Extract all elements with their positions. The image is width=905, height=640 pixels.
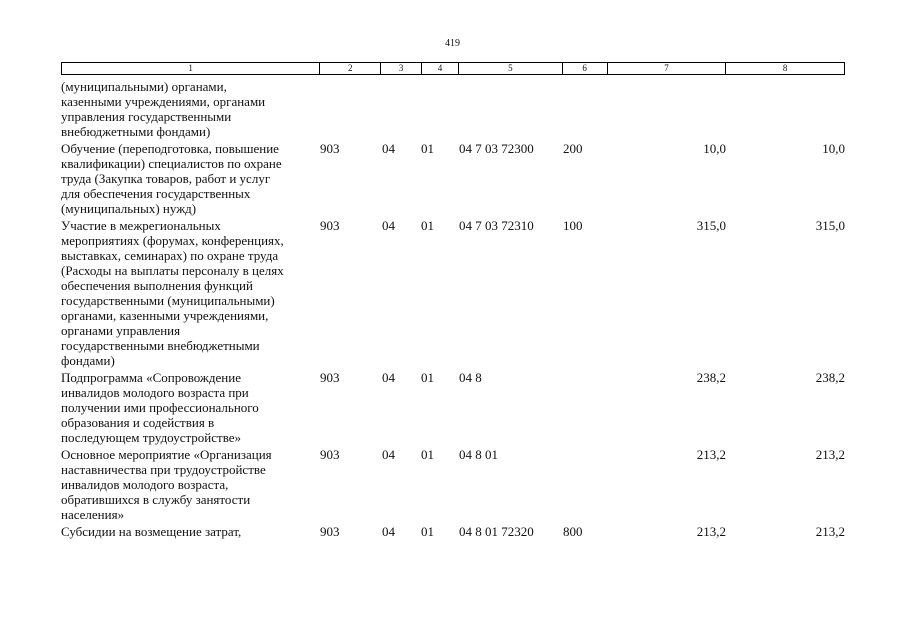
table-row	[61, 524, 845, 539]
page-number: 419	[445, 38, 460, 49]
header-col-3: 3	[381, 63, 422, 74]
row-description: Основное мероприятие «Организация наставничества при трудоустройстве инвалидов молодого возраста, обратившихся в службу занятости населения»	[61, 447, 272, 522]
row-expense-type: 800	[563, 524, 583, 539]
row-expense-type: 200	[563, 141, 583, 156]
row-amount-2: 238,2	[815, 370, 845, 385]
table-row	[61, 218, 845, 368]
row-amount-1: 315,0	[696, 218, 726, 233]
row-ministry-code: 903	[320, 218, 340, 233]
row-section: 04	[382, 141, 395, 156]
row-target-article: 04 8 01 72320	[459, 524, 534, 539]
row-amount-2: 10,0	[822, 141, 845, 156]
row-section: 04	[382, 447, 395, 462]
row-subsection: 01	[421, 370, 434, 385]
row-target-article: 04 8 01	[459, 447, 498, 462]
row-amount-1: 238,2	[696, 370, 726, 385]
table-header	[61, 62, 845, 75]
row-amount-2: 315,0	[815, 218, 845, 233]
row-description: Участие в межрегиональных мероприятиях (форумах, конференциях, выставках, семинарах) по охране труда (Расходы на выплаты персоналу в целях обеспечения выполнения функций государственными (муниципальными) органами, казенными учреждениями, органами управления государственными внебюджетными фондами)	[61, 218, 284, 368]
row-amount-2: 213,2	[815, 524, 845, 539]
row-amount-1: 213,2	[696, 447, 726, 462]
row-ministry-code: 903	[320, 370, 340, 385]
row-amount-1: 10,0	[703, 141, 726, 156]
header-col-5: 5	[459, 63, 563, 74]
row-description: Субсидии на возмещение затрат,	[61, 524, 242, 539]
row-target-article: 04 7 03 72310	[459, 218, 534, 233]
row-ministry-code: 903	[320, 141, 340, 156]
row-target-article: 04 7 03 72300	[459, 141, 534, 156]
table-row	[61, 79, 845, 139]
row-description: Обучение (переподготовка, повышение квалификации) специалистов по охране труда (Закупка товаров, работ и услуг для обеспечения государственных (муниципальных) нужд)	[61, 141, 282, 216]
row-section: 04	[382, 370, 395, 385]
row-amount-1: 213,2	[696, 524, 726, 539]
header-col-2: 2	[320, 63, 381, 74]
row-section: 04	[382, 524, 395, 539]
row-subsection: 01	[421, 141, 434, 156]
header-col-1: 1	[62, 63, 320, 74]
row-ministry-code: 903	[320, 524, 340, 539]
table-body	[61, 79, 845, 541]
table-row	[61, 370, 845, 445]
table-row	[61, 141, 845, 216]
row-subsection: 01	[421, 447, 434, 462]
table-row	[61, 447, 845, 522]
row-section: 04	[382, 218, 395, 233]
row-subsection: 01	[421, 218, 434, 233]
row-amount-2: 213,2	[815, 447, 845, 462]
row-target-article: 04 8	[459, 370, 482, 385]
header-col-4: 4	[422, 63, 459, 74]
header-col-6: 6	[563, 63, 608, 74]
header-col-8: 8	[782, 63, 788, 73]
row-expense-type: 100	[563, 218, 583, 233]
header-col-7: 7	[608, 63, 727, 74]
row-ministry-code: 903	[320, 447, 340, 462]
row-description: Подпрограмма «Сопровождение инвалидов молодого возраста при получении ими профессионального образования и содействия в последующем трудоустройстве»	[61, 370, 259, 445]
row-subsection: 01	[421, 524, 434, 539]
row-description: (муниципальными) органами, казенными учреждениями, органами управления государственными внебюджетными фондами)	[61, 79, 266, 139]
